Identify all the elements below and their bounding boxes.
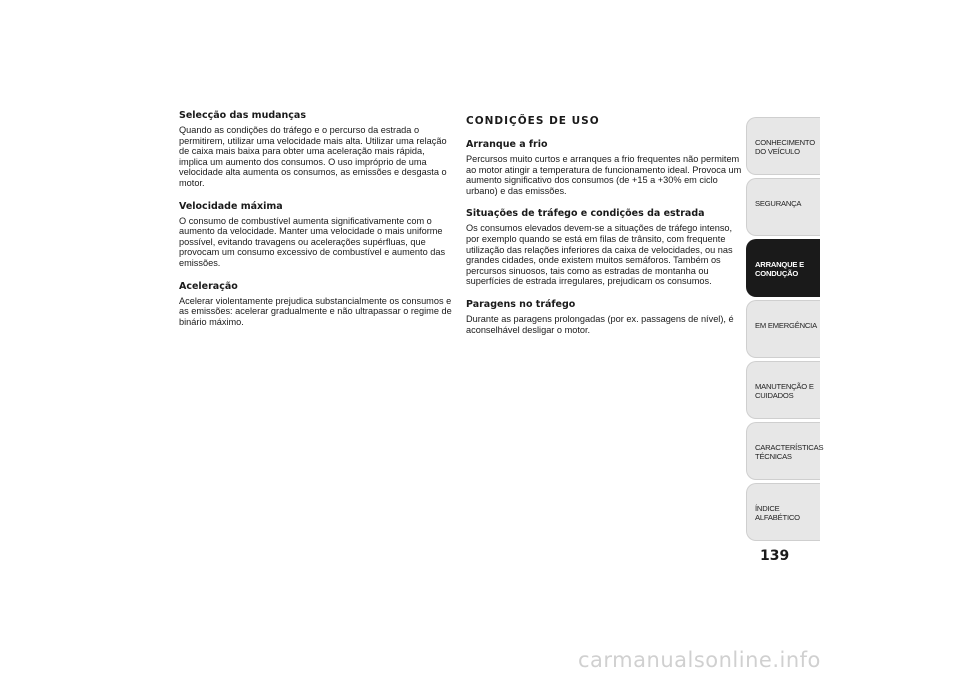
block-max-speed [179,201,455,269]
paragraph-cold-start: Percursos muito curtos e arranques a frio frequentes não permitem ao motor atingir a temperatura de funcionamento ideal. Provoca um aumento significativo dos consumos (de +15 a +30% em ciclo urbano) e das emissões. [466,154,742,196]
left-column [179,110,455,339]
tab-label: ARRANQUE E CONDUÇÃO [755,260,805,278]
heading-gear-selection: Selecção das mudanças [179,110,306,121]
watermark: carmanualsonline.info [578,648,821,672]
tab-label: MANUTENÇÃO E CUIDADOS [755,382,814,400]
paragraph-gear-selection: Quando as condições do tráfego e o percurso da estrada o permitirem, utilizar uma velocidade mais alta. Utilizar uma relação de caixa mais baixa para obter uma aceleração mais rápida, implica um aumento dos consumos. O uso impróprio de uma velocidade alta aumenta os consumos, as emissões e desgasta o motor. [179,125,447,188]
paragraph-traffic-conditions: Os consumos elevados devem-se a situações de tráfego intenso, por exemplo quando se está em filas de trânsito, com frequente utilização das relações inferiores da caixa de velocidades, ou nas grandes cidades, onde existem muitos semáforos. Também os percursos sinuosos, tais como as estradas de montanha ou superfícies de estrada irregulares, prejudicam os consumos. [466,223,733,287]
chapter-tabs [746,117,824,544]
heading-traffic-stops: Paragens no tráfego [466,298,576,310]
tab-starting-driving[interactable] [746,239,820,297]
tab-index[interactable] [746,483,820,541]
heading-traffic-conditions: Situações de tráfego e condições da estrada [466,208,705,220]
block-traffic-conditions [466,208,744,287]
heading-cold-start: Arranque a frio [466,139,548,150]
block-acceleration [179,281,455,328]
tab-label: ÍNDICE ALFABÉTICO [755,504,800,522]
heading-max-speed: Velocidade máxima [179,200,283,212]
block-cold-start [466,139,744,196]
tab-label: SEGURANÇA [755,199,802,208]
tab-label: EM EMERGÊNCIA [755,321,817,330]
block-traffic-stops [466,299,744,335]
tab-vehicle-knowledge[interactable] [746,117,820,175]
tab-emergency[interactable] [746,300,820,358]
block-gear-selection [179,110,455,189]
page-number: 139 [760,548,790,564]
heading-acceleration: Aceleração [179,280,238,292]
tab-label: CARACTERÍSTICAS TÉCNICAS [755,443,824,461]
tab-technical-specs[interactable] [746,422,824,480]
tab-label: CONHECIMENTO DO VEÍCULO [755,138,815,156]
tab-maintenance[interactable] [746,361,820,419]
tab-safety[interactable] [746,178,820,236]
section-title: CONDIÇÕES DE USO [466,115,600,127]
paragraph-acceleration: Acelerar violentamente prejudica substancialmente os consumos e as emissões: acelerar gradualmente e não ultrapassar o regime de binário máximo. [179,295,452,327]
paragraph-traffic-stops: Durante as paragens prolongadas (por ex. passagens de nível), é aconselhável desligar o motor. [466,313,734,335]
right-column [466,110,744,347]
paragraph-max-speed: O consumo de combustível aumenta significativamente com o aumento da velocidade. Manter uma velocidade o mais uniforme possível, evitando travagens ou acelerações supérfluas, que provocam um consumo excessivo de combustível e aumento das emissões. [179,215,446,268]
